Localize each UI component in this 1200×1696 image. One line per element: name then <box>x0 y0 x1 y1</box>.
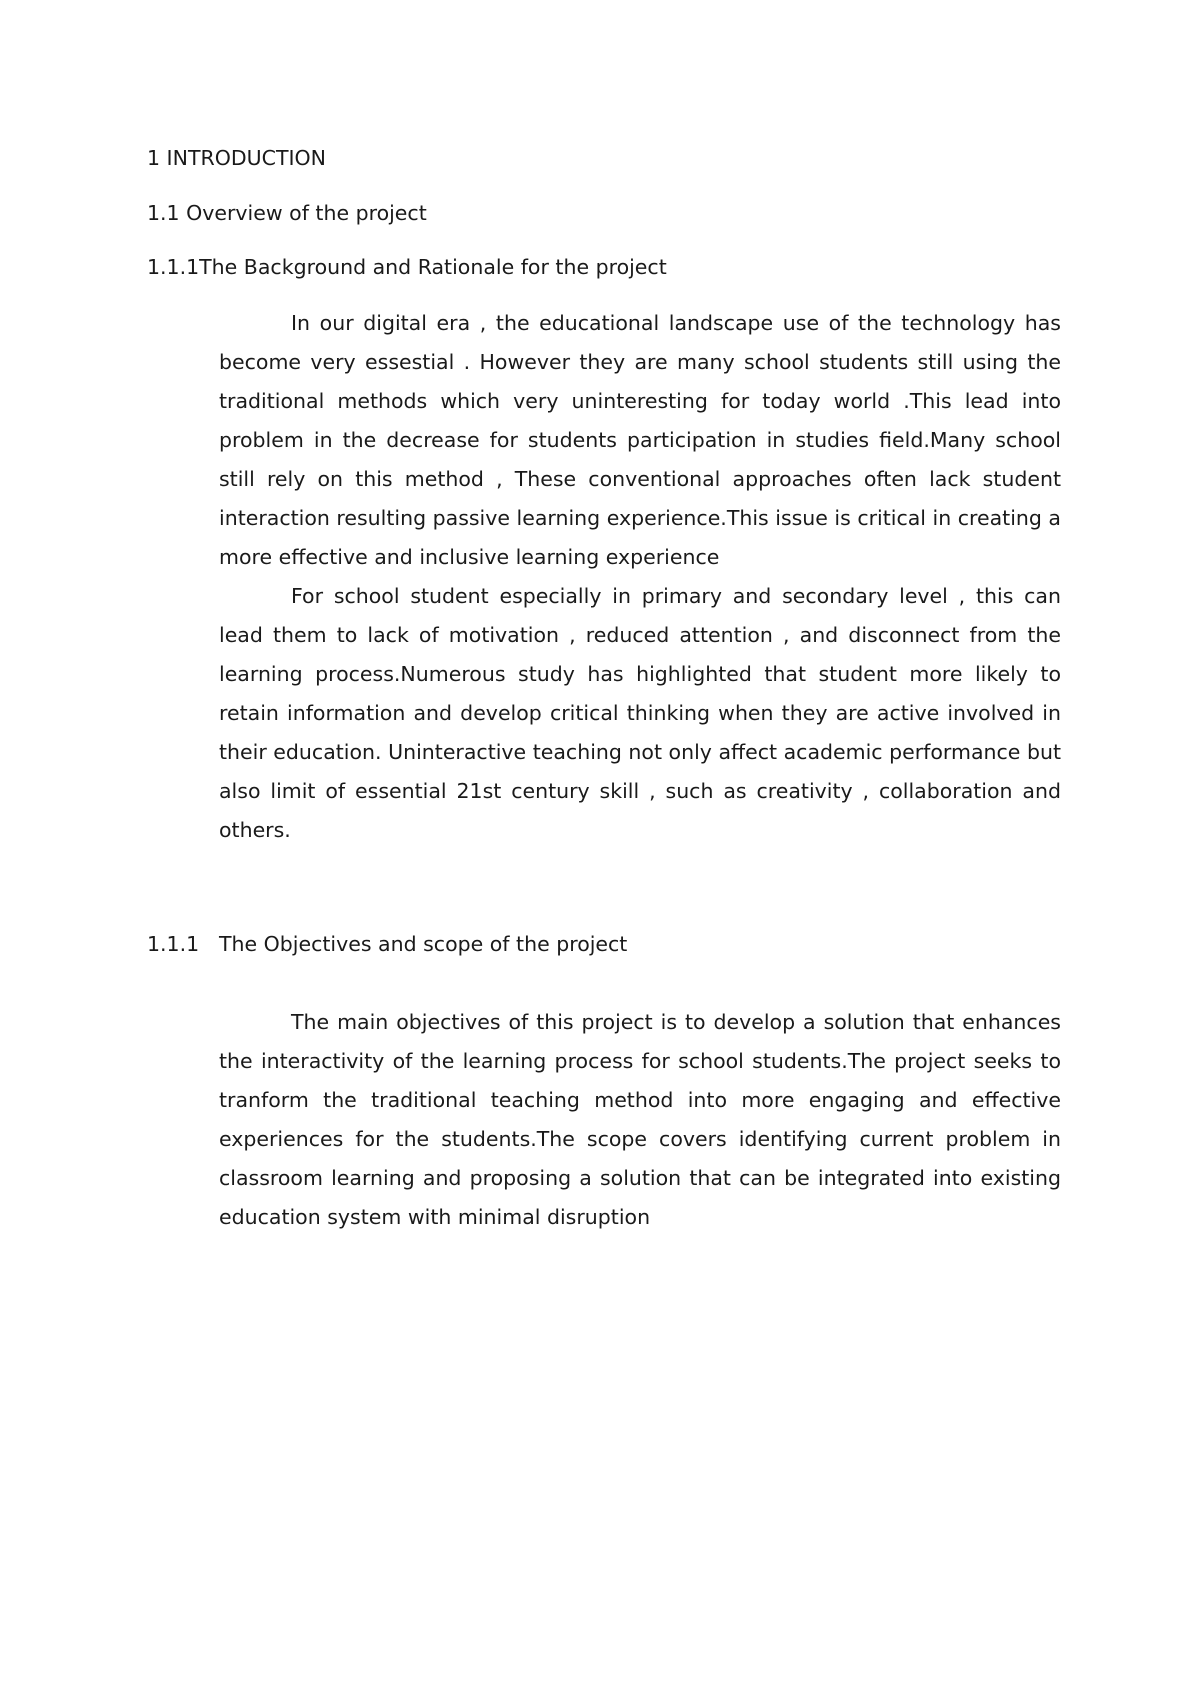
background-body <box>219 304 1061 850</box>
objectives-body <box>219 1003 1061 1237</box>
subsection-heading-background: 1.1.1The Background and Rationale for the project <box>147 255 667 279</box>
subsection-heading-objectives <box>147 930 627 958</box>
subsection-title: The Objectives and scope of the project <box>219 932 628 956</box>
paragraph: In our digital era , the educational landscape use of the technology has become very essestial . However they are many school students still using the traditional methods which very uninteresting for today world .This lead into problem in the decrease for students participation in studies field.Many school still rely on this method , These conventional approaches often lack student interaction resulting passive learning experience.This issue is critical in creating a more effective and inclusive learning experience <box>219 311 1061 569</box>
paragraph: The main objectives of this project is to develop a solution that enhances the interactivity of the learning process for school students.The project seeks to tranform the traditional teaching method into more engaging and effective experiences for the students.The scope covers identifying current problem in classroom learning and proposing a solution that can be integrated into existing education system with minimal disruption <box>219 1010 1061 1229</box>
paragraph: For school student especially in primary and secondary level , this can lead them to lack of motivation , reduced attention , and disconnect from the learning process.Numerous study has highlighted that student more likely to retain information and develop critical thinking when they are active involved in their education. Uninteractive teaching not only affect academic performance but also limit of essential 21st century skill , such as creativity , collaboration and others. <box>219 584 1061 842</box>
section-heading: 1.1 Overview of the project <box>147 201 427 225</box>
subsection-number: 1.1.1 <box>147 932 200 956</box>
chapter-heading: 1 INTRODUCTION <box>147 146 326 170</box>
